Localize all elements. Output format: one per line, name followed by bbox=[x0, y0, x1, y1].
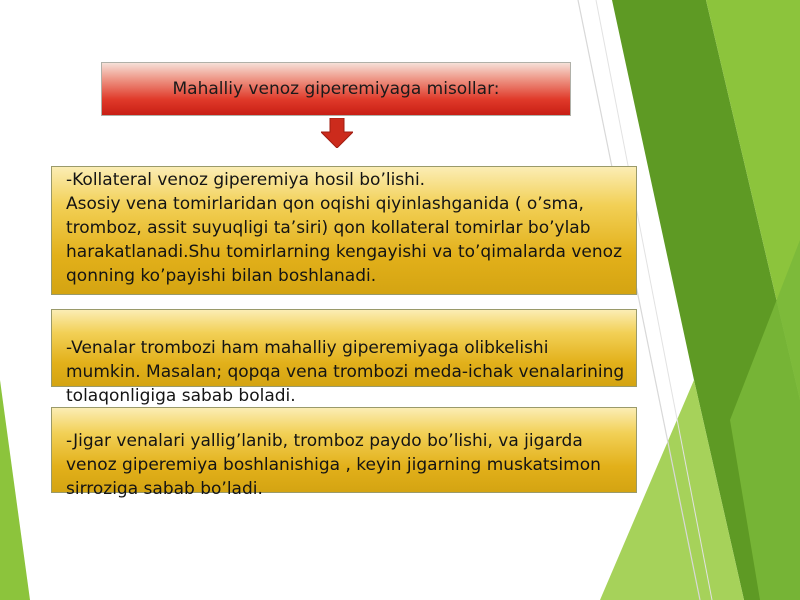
text-liver: -Jigar venalari yallig’lanib, tromboz paydo bo’lishi, va jigarda venoz giperemiya boshlanishiga , keyin jigarning muskatsimon sirroziga sabab bo’ladi. bbox=[66, 431, 601, 499]
title-box bbox=[101, 62, 571, 116]
title-text: Mahalliy venoz giperemiyaga misollar: bbox=[172, 79, 500, 99]
text-box-collateral bbox=[51, 166, 637, 295]
text-collateral: -Kollateral venoz giperemiya hosil bo’lishi. Asosiy vena tomirlaridan qon oqishi qiyinlashganida ( o’sma, tromboz, assit suyuqligi ta’siri) qon kollateral tomirlar bo’ylab harakatlanadi.Shu tomirlarning kengayishi va to’qimalarda venoz qonning ko’payishi bilan boshlanadi. bbox=[66, 170, 622, 286]
text-box-thrombosis bbox=[51, 309, 637, 406]
arrow-down-icon bbox=[321, 118, 353, 148]
text-thrombosis: -Venalar trombozi ham mahalliy giperemiyaga olibkelishi mumkin. Masalan; qopqa vena trombozi meda-ichak venalarining tolaqonligiga sabab boladi. bbox=[66, 338, 625, 406]
text-box-liver bbox=[51, 407, 637, 499]
green-corner-left bbox=[0, 380, 30, 600]
